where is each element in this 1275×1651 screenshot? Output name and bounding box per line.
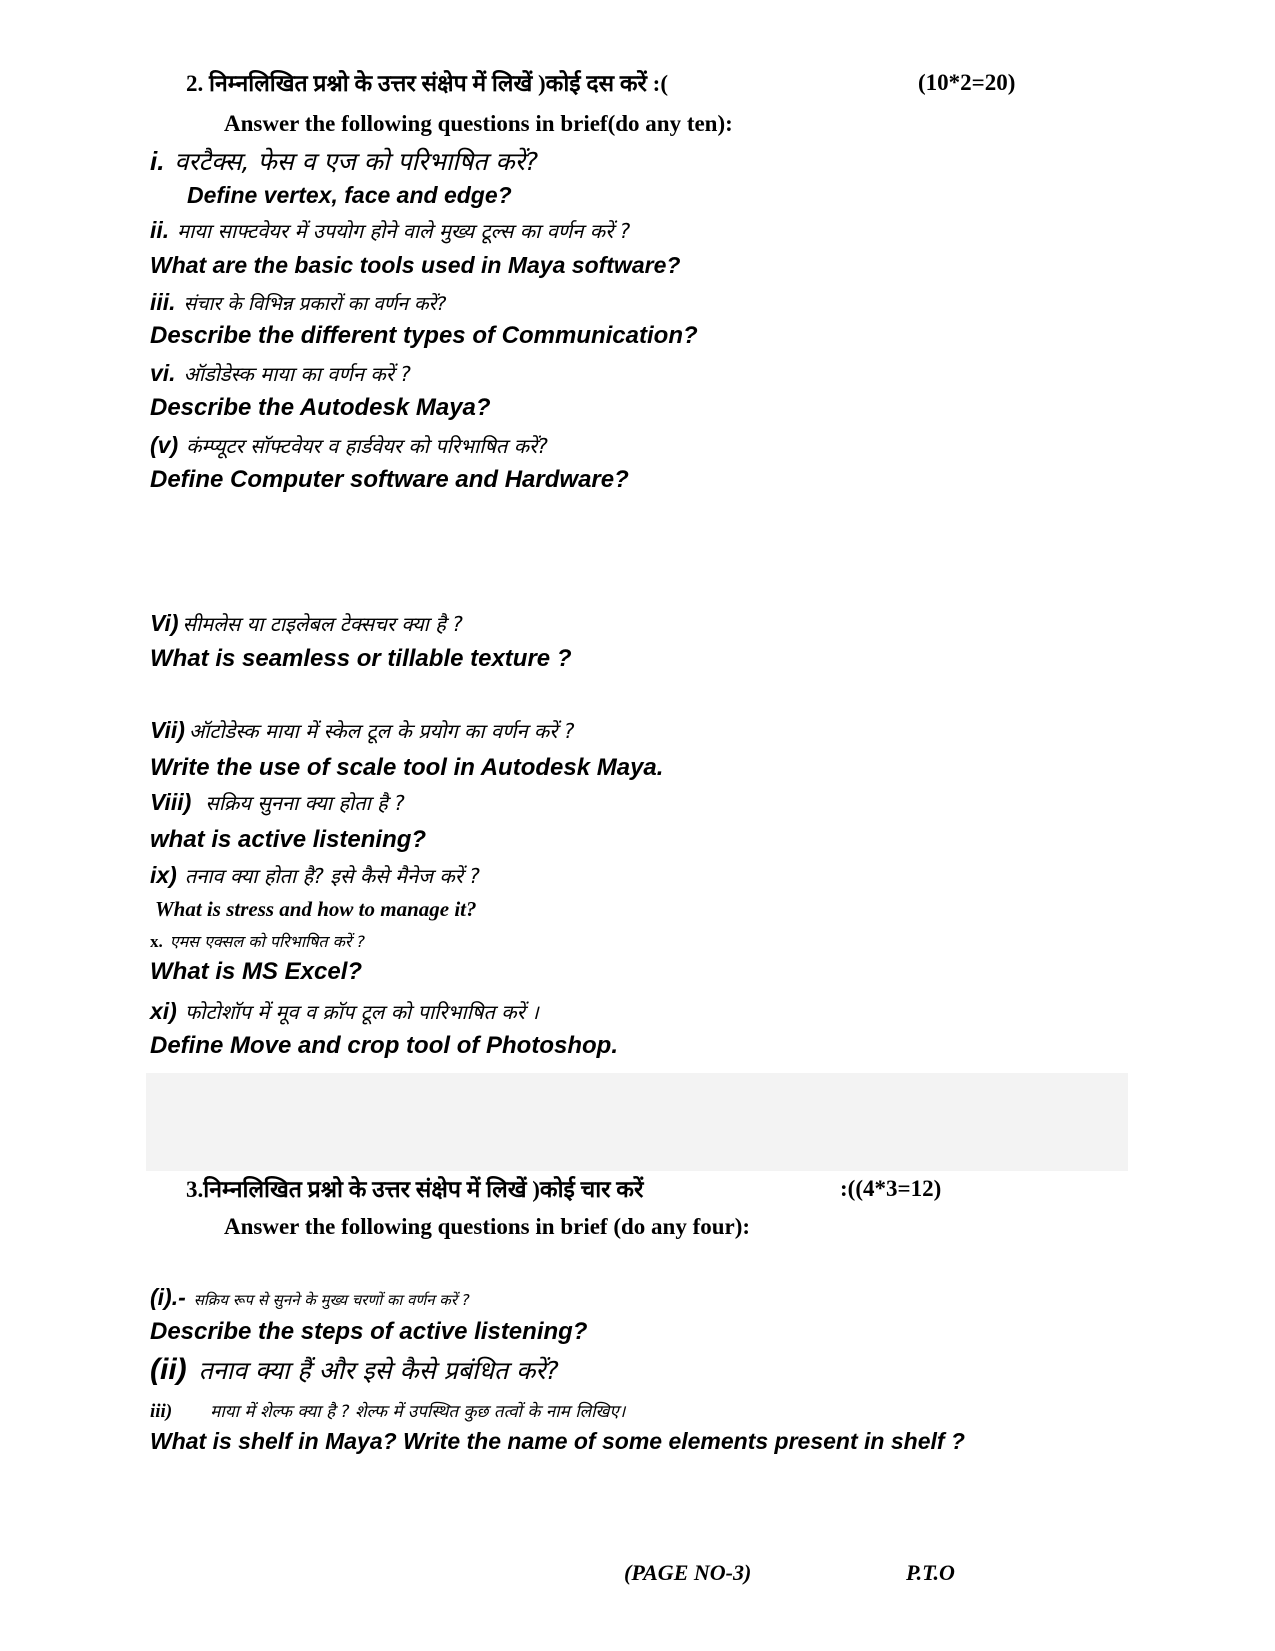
question-text-hindi: फोटोशॉप में मूव व क्रॉप टूल को पारिभाषित करें । xyxy=(184,1000,539,1024)
question-7-english: Write the use of scale tool in Autodesk Maya. xyxy=(150,754,664,781)
question-number: iii) xyxy=(150,1401,173,1422)
question-number: (v) xyxy=(150,432,179,458)
question-text-hindi: एमस एक्सल को परिभाषित करें ? xyxy=(169,932,365,951)
question-6-english: What is seamless or tillable texture ? xyxy=(150,645,572,672)
question-text-hindi: ऑडोडेस्क माया का वर्णन करें ? xyxy=(183,362,411,386)
question-text-hindi: सक्रिय सुनना क्या होता है ? xyxy=(205,791,405,815)
question-text-hindi: संचार के विभिन्न प्रकारों का वर्णन करें? xyxy=(183,293,447,315)
question-text-hindi: सीमलेस या टाइलेबल टेक्सचर क्या है ? xyxy=(182,612,463,636)
question-number: ix) xyxy=(150,862,177,888)
question-2-english: What are the basic tools used in Maya software? xyxy=(150,252,681,278)
question-3-english: Describe the different types of Communication? xyxy=(150,322,698,349)
question-text-hindi: माया में शेल्फ क्या है ? शेल्फ में उपस्थित कुछ तत्वों के नाम लिखिए। xyxy=(210,1402,626,1422)
question-number: Vii) xyxy=(150,717,185,743)
question-text-hindi: सक्रिय रूप से सुनने के मुख्य चरणों का वर्णन करें ? xyxy=(193,1291,470,1309)
section3-question-2-hindi-line xyxy=(150,1353,559,1387)
question-number: Vi) xyxy=(150,610,179,636)
section3-question-1-english: Describe the steps of active listening? xyxy=(150,1318,588,1345)
question-text-hindi: तनाव क्या हैं और इसे कैसे प्रबंधित करें? xyxy=(198,1356,559,1385)
question-8-english: what is active listening? xyxy=(150,826,427,853)
section2-heading-english: Answer the following questions in brief(do any ten): xyxy=(224,111,733,136)
section3-question-3-english: What is shelf in Maya? Write the name of some elements present in shelf ? xyxy=(150,1428,965,1454)
question-number: (i).- xyxy=(150,1284,186,1310)
question-1-hindi-line xyxy=(150,144,538,178)
question-6-hindi-line xyxy=(150,610,463,637)
question-9-hindi-line xyxy=(150,862,480,889)
question-number: iii. xyxy=(150,289,176,315)
question-1-english: Define vertex, face and edge? xyxy=(187,182,512,208)
section3-heading-english: Answer the following questions in brief (do any four): xyxy=(224,1214,751,1239)
pto-label: P.T.O xyxy=(906,1560,955,1585)
question-number: xi) xyxy=(150,998,177,1024)
question-10-english: What is MS Excel? xyxy=(150,958,363,985)
question-11-english: Define Move and crop tool of Photoshop. xyxy=(150,1032,618,1059)
question-number: x. xyxy=(150,932,163,951)
question-2-hindi-line xyxy=(150,217,630,244)
question-number: Viii) xyxy=(150,789,192,815)
question-9-english: What is stress and how to manage it? xyxy=(155,897,477,921)
question-number: ii. xyxy=(150,217,170,243)
blank-shaded-area xyxy=(146,1073,1128,1171)
question-5-english: Define Computer software and Hardware? xyxy=(150,466,629,493)
question-number: i. xyxy=(150,146,165,176)
question-number: vi. xyxy=(150,360,176,386)
question-10-hindi-line xyxy=(150,930,365,952)
question-5-hindi-line xyxy=(150,432,548,459)
question-4-english: Describe the Autodesk Maya? xyxy=(150,394,491,421)
question-3-hindi-line xyxy=(150,289,446,316)
question-number: (ii) xyxy=(150,1353,187,1386)
section3-question-3-hindi-line xyxy=(150,1399,625,1423)
question-11-hindi-line xyxy=(150,998,539,1025)
question-4-hindi-line xyxy=(150,360,411,387)
question-text-hindi: तनाव क्या होता है? इसे कैसे मैनेज करें ? xyxy=(184,864,480,888)
question-text-hindi: वरटैक्स, फेस व एज को परिभाषित करें? xyxy=(174,147,539,176)
section3-heading-hindi: 3.निम्नलिखित प्रश्नो के उत्तर संक्षेप में लिखें )कोई चार करें xyxy=(186,1177,644,1202)
section3-question-1-hindi-line xyxy=(150,1284,470,1311)
question-8-hindi-line xyxy=(150,789,405,816)
section2-marks: (10*2=20) xyxy=(918,70,1016,95)
section3-marks: :((4*3=12) xyxy=(840,1176,942,1201)
question-text-hindi: माया साफ्टवेयर में उपयोग होने वाले मुख्य टूल्स का वर्णन करें ? xyxy=(177,219,631,243)
question-text-hindi: ऑटोडेस्क माया में स्केल टूल के प्रयोग का वर्णन करें ? xyxy=(188,719,575,743)
question-text-hindi: कंम्प्यूटर सॉफ्टवेयर व हार्डवेयर को परिभाषित करें? xyxy=(186,434,548,458)
section2-heading-hindi: 2. निम्नलिखित प्रश्नो के उत्तर संक्षेप में लिखें )कोई दस करें :( xyxy=(186,71,668,96)
page-number: (PAGE NO-3) xyxy=(624,1560,752,1585)
question-7-hindi-line xyxy=(150,717,574,744)
